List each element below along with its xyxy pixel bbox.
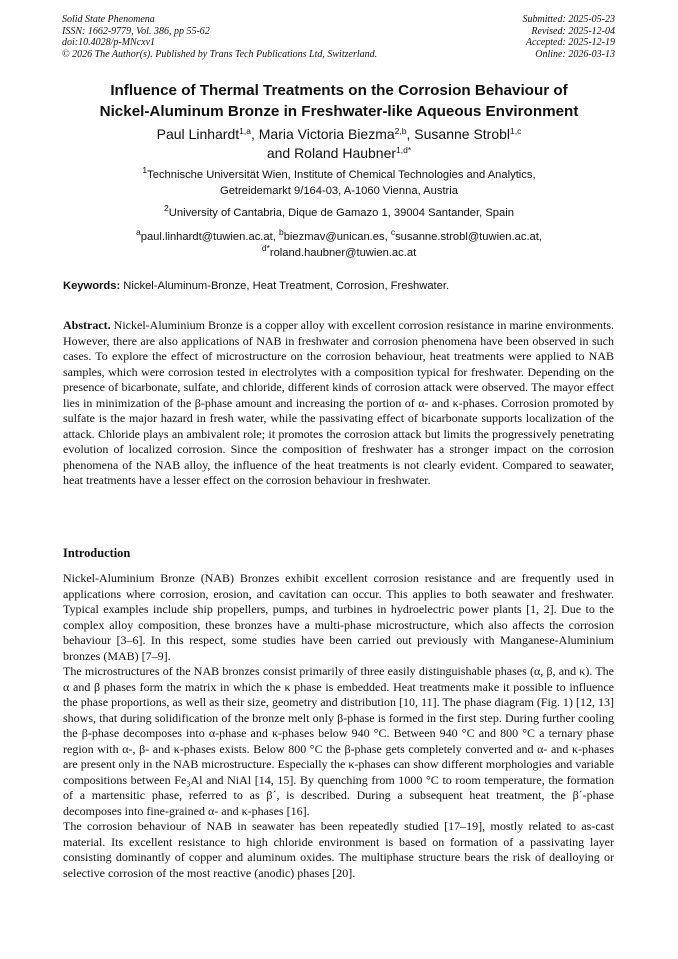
journal-name: Solid State Phenomena: [62, 14, 155, 25]
affiliation-1: [40, 165, 638, 199]
author-sup: 1,d*: [396, 145, 412, 155]
online-date: Online: 2026-03-13: [535, 48, 615, 60]
authors-line-2: [40, 144, 638, 163]
journal-info: [62, 14, 377, 60]
author-name: Maria Victoria Biezma: [258, 126, 395, 142]
accepted-date: Accepted: 2025-12-19: [525, 37, 615, 48]
revised-date: Revised: 2025-12-04: [531, 25, 615, 37]
paper-title: [40, 80, 638, 122]
author-name: Paul Linhardt: [156, 126, 240, 142]
email-sup: d*: [261, 243, 270, 253]
keywords-text: Nickel-Aluminum-Bronze, Heat Treatment, Corrosion, Freshwater.: [120, 280, 450, 292]
affiliation-text: University of Cantabria, Dique de Gamazo 1, 39004 Santander, Spain: [168, 207, 514, 219]
introduction-body: [63, 571, 614, 881]
email-link[interactable]: biezmav@unican.es,: [283, 231, 391, 243]
author-sup: 1,c: [510, 126, 522, 136]
title-line-2: Nickel-Aluminum Bronze in Freshwater-like Aqueous Environment: [99, 103, 579, 120]
author-sup: 1,a: [239, 126, 251, 136]
abstract-text: Nickel-Aluminium Bronze is a copper alloy with excellent corrosion resistance in marine environments. However, there are also applications of NAB in freshwater and corrosion phenomena have been observed in such cases. To explore the effect of microstructure on the corrosion behaviour, heat treatments were applied to NAB samples, which were corrosion tested in electrolytes with a composition typical for freshwater. Depending on the presence of bicarbonate, sulfate, and chloride, different kinds of corrosion attack were observed. The mayor effect lies in minimization of the β-phase amount and increasing the portion of α- and κ-phases. Corrosion promoted by sulfate is the major hazard in fresh water, while the passivating effect of bicarbonate supports localization of the attack. Chloride plays an ambivalent role; it promotes the corrosion attack but limits the progressively penetrating evolution of localized corrosion. Since the composition of freshwater has a stronger impact on the corrosion phenomena of the NAB alloy, the influence of the heat treatments is not clearly evident. Compared to seawater, heat treatments have a lesser effect on the corrosion behaviour in freshwater.: [63, 318, 614, 487]
keywords: [63, 279, 623, 294]
keywords-label: Keywords:: [63, 280, 121, 292]
email-link[interactable]: susanne.strobl@tuwien.ac.at,: [395, 231, 542, 243]
doi: doi:10.4028/p-MNcxv1: [62, 37, 156, 48]
author-sup: 2,b: [394, 126, 407, 136]
authors-line-1: Paul Linhardt$^{1,a}$, Maria Victoria Biezma$^{2,b}$, Susanne Strobl$^{1,c}$: [156, 126, 522, 142]
issn: ISSN: 1662-9779, Vol. 386, pp 55-62: [62, 25, 210, 37]
affiliation-text: Technische Universität Wien, Institute of Chemical Technologies and Analytics,: [147, 169, 536, 181]
author-list: [40, 125, 638, 163]
email-sup: a: [135, 227, 141, 237]
section-heading-introduction: Introduction: [63, 546, 131, 560]
affiliation-sup: 2: [164, 203, 169, 213]
title-line-1: Influence of Thermal Treatments on the Corrosion Behaviour of: [110, 82, 568, 99]
abstract: [63, 318, 614, 489]
paragraph: The microstructures of the NAB bronzes consist primarily of three easily distinguishable phases (α, β, and κ). The α and β phases form the matrix in which the κ phase is embedded. Heat treatments make it possible to influence the phase proportions, as well as their size, geometry and distribution [10, 11]. The phase diagram (Fig. 1) [12, 13] shows, that during solidification of the bronze melt only β-phase is formed in the first step. During further cooling the β-phase decomposes into α-phase and κ-phases below 940 °C. Between 940 °C and 800 °C a ternary phase region with α-, β- and κ-phases exists. Below 800 °C the β-phase gets completely converted and α- and κ-phases are present only in the NAB microstructure. Especially the κ-phases can show different morphologies and variable compositions between Fe₃Al and NiAl [14, 15]. By quenching from 1000 °C to room temperature, the formation of a martensitic phase, referred to as β´, is described. During a subsequent heat treatment, the β´-phase decomposes into fine-grained α- and κ-phases [16].: [63, 664, 614, 818]
affiliation-text: Getreidemarkt 9/164-03, A-1060 Vienna, Austria: [220, 184, 458, 197]
email-link[interactable]: paul.linhardt@tuwien.ac.at,: [140, 231, 279, 243]
affiliation-sup: 1: [142, 165, 148, 175]
affiliation-2: [40, 203, 638, 222]
author-emails: [40, 229, 638, 261]
paragraph: Nickel-Aluminium Bronze (NAB) Bronzes exhibit excellent corrosion resistance and are frequently used in applications where corrosion, erosion, and cavitation can occur. This applies to both seawater and freshwater. Typical examples include ship propellers, pumps, and turbines in hydroelectric power plants [1, 2]. Due to the complex alloy composition, these bronzes have a multi-phase microstructure, which also affects the corrosion behaviour [3–6]. In this respect, some studies have been carried out previously with Manganese-Aluminium bronzes (MAB) [7–9].: [63, 571, 614, 663]
email-sup: b: [278, 227, 284, 237]
submitted-date: Submitted: 2025-05-23: [522, 14, 615, 25]
email-sup: c: [390, 227, 396, 237]
publication-dates: [523, 14, 616, 60]
author-name: Susanne Strobl: [414, 126, 511, 142]
paragraph: The corrosion behaviour of NAB in seawater has been repeatedly studied [17–19], mostly related to as-cast material. Its excellent resistance to high chloride environment is based on formation of a passivating layer consisting dominantly of copper and aluminum oxides. The multiphase structure bears the risk of dealloying or selective corrosion of the most reactive (anodic) phases [20].: [63, 819, 614, 880]
abstract-label: Abstract.: [63, 318, 111, 332]
copyright: © 2026 The Author(s). Published by Trans Tech Publications Ltd, Switzerland.: [62, 48, 378, 60]
author-name: and Roland Haubner: [266, 145, 397, 161]
email-link[interactable]: roland.haubner@tuwien.ac.at: [269, 247, 417, 259]
